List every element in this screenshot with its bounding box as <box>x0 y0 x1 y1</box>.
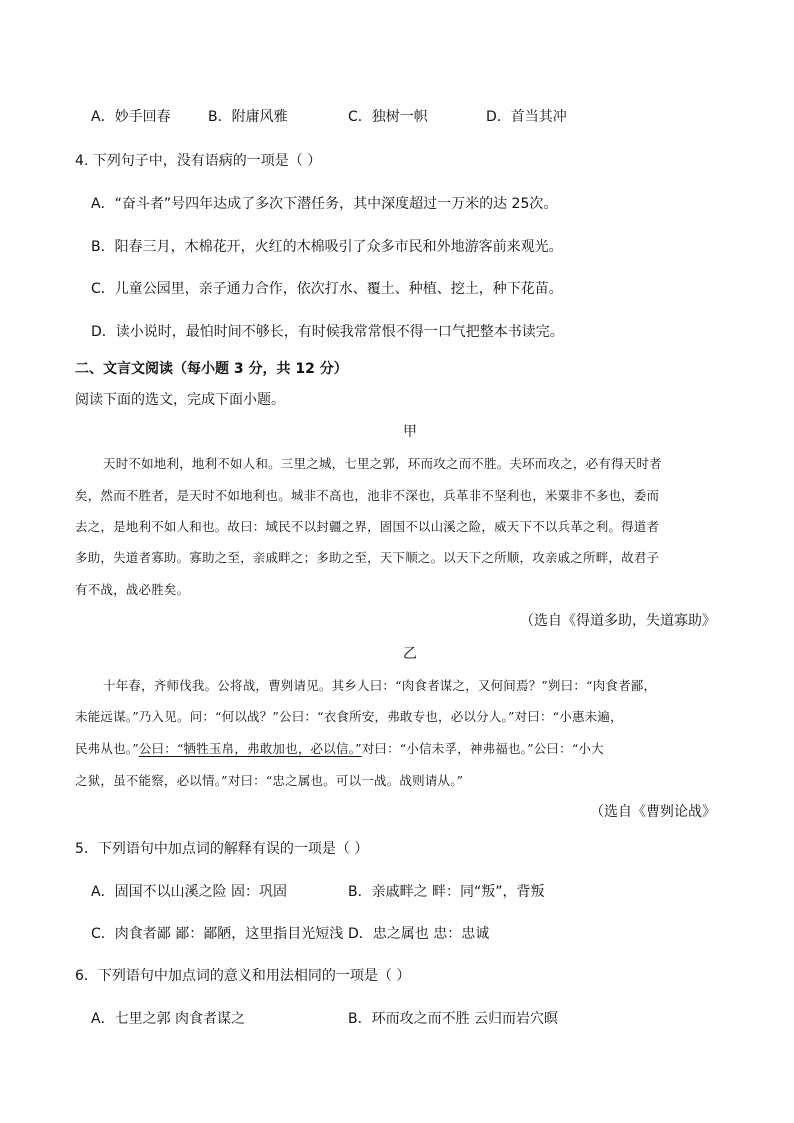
q3-option-c: C．独树一帜 <box>348 109 428 125</box>
section-instruction: 阅读下面的选文，完成下面小题。 <box>75 392 285 408</box>
q5-option-b: B．亲戚畔之 畔：同“叛”，背叛 <box>348 884 545 900</box>
q3-option-a: A．妙手回春 <box>91 109 171 125</box>
q4-stem: 4. 下列句子中，没有语病的一项是（ ） <box>75 153 322 169</box>
passage-yi-source: （选自《曹刿论战》 <box>590 804 716 820</box>
passage-jia-label: 甲 <box>403 424 417 440</box>
passage-jia-line-4: 多助，失道者寡助。寡助之至，亲戚畔之；多助之至，天下顺之。以天下之所顺，攻亲戚之所畔，故君子 <box>75 550 660 565</box>
passage-jia-line-2: 矣，然而不胜者，是天时不如地利也。城非不高也，池非不深也，兵革非不坚利也，米粟非不多也，委而 <box>75 488 660 503</box>
q4-option-a: A．“奋斗者”号四年达成了多次下潜任务，其中深度超过一万米的达 25次。 <box>91 196 558 212</box>
passage-yi-line-3-end: 对曰：“小信未孚，神弗福也。”公曰：“小大 <box>361 741 604 756</box>
underlined-sentence: 公曰：“牺牲玉帛，弗敢加也，必以信。” <box>138 741 362 756</box>
q4-option-d: D．读小说时，最怕时间不够长，有时候我常常恨不得一口气把整本书读完。 <box>91 324 564 340</box>
q5-option-c: C．肉食者鄙 鄙：鄙陋，这里指目光短浅 <box>91 926 344 942</box>
passage-jia-line-1: 天时不如地利，地利不如人和。三里之城，七里之郭，环而攻之而不胜。夫环而攻之，必有得天时者 <box>103 456 662 471</box>
passage-yi-line-2: 未能远谋。”乃入见。问：“何以战？”公曰：“衣食所安，弗敢专也，必以分人。”对曰：“小惠未遍， <box>75 709 623 724</box>
passage-yi-line-4: 之狱，虽不能察，必以情。”对曰：“忠之属也。可以一战。战则请从。” <box>75 773 464 788</box>
q6-option-a: A．七里之郭 肉食者谋之 <box>91 1011 246 1027</box>
q4-option-c: C．儿童公园里，亲子通力合作，依次打水、覆土、种植、挖土，种下花苗。 <box>91 281 563 297</box>
q4-option-b: B．阳春三月，木棉花开，火红的木棉吸引了众多市民和外地游客前来观光。 <box>91 239 563 255</box>
q5-option-d: D．忠之属也 忠：忠诚 <box>348 926 490 942</box>
passage-yi-line-3 <box>75 739 604 757</box>
q6-stem: 6．下列语句中加点词的意义和用法相同的一项是（ ） <box>75 968 411 984</box>
passage-yi-line-3-start: 民弗从也。” <box>75 741 139 756</box>
passage-jia-line-3: 去之，是地利不如人和也。故曰：域民不以封疆之界，固国不以山溪之险，威天下不以兵革之利。得道者 <box>75 519 660 534</box>
q6-option-b: B．环而攻之而不胜 云归而岩穴暝 <box>348 1011 559 1027</box>
q3-option-d: D．首当其冲 <box>486 109 567 125</box>
q3-option-b: B．附庸风雅 <box>208 109 288 125</box>
passage-jia-source: （选自《得道多助，失道寡助》 <box>520 613 716 629</box>
passage-jia-line-5: 有不战，战必胜矣。 <box>75 582 190 597</box>
passage-yi-line-1: 十年春，齐师伐我。公将战，曹刿请见。其乡人曰：“肉食者谋之，又何间焉？”刿曰：“肉食者鄙， <box>103 678 657 693</box>
q5-stem: 5．下列语句中加点词的解释有误的一项是（ ） <box>75 841 369 857</box>
passage-yi-label: 乙 <box>403 646 417 662</box>
section-title: 二、文言文阅读（每小题 3 分，共 12 分） <box>75 361 348 377</box>
q5-option-a: A．固国不以山溪之险 固：巩固 <box>91 884 288 900</box>
